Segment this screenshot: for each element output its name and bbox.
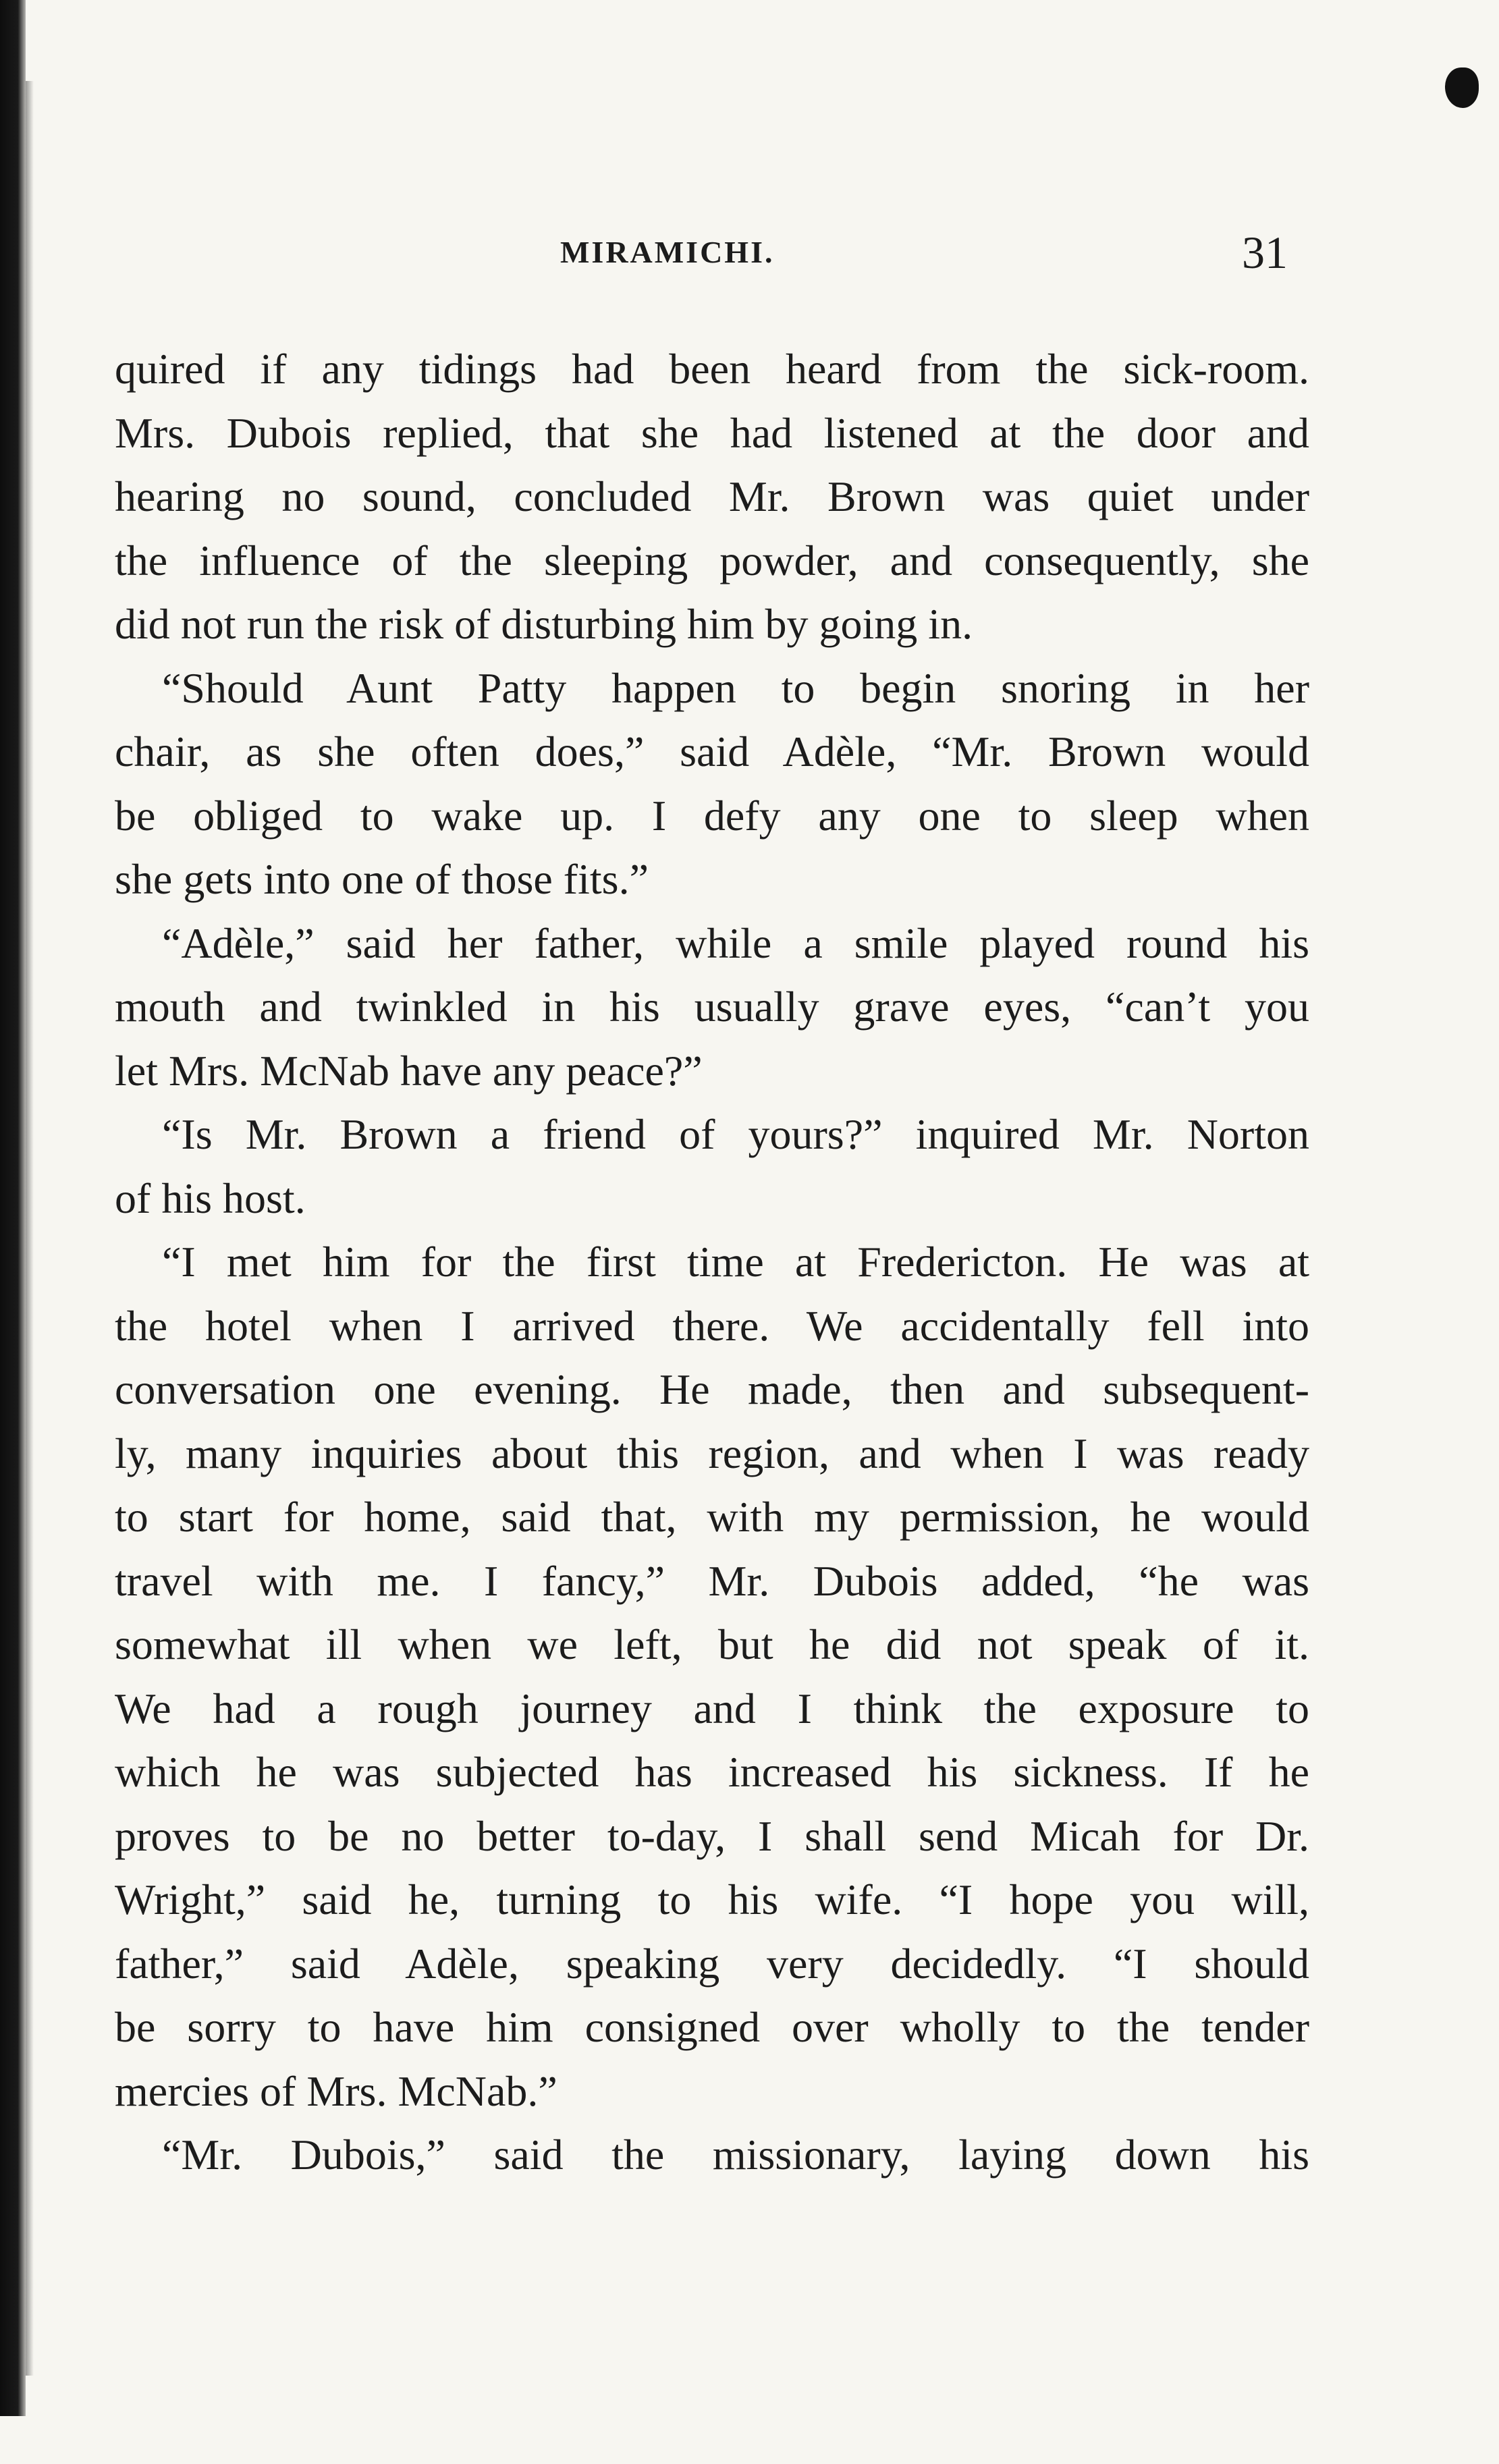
text-line: quired if any tidings had been heard from the sick-room. xyxy=(115,345,1309,393)
text-line: travel with me. I fancy,” Mr. Dubois added, “he was xyxy=(115,1556,1309,1605)
text-line: she gets into one of those fits.” xyxy=(115,855,649,903)
text-line: “Should Aunt Patty happen to begin snoring in her xyxy=(162,663,1309,712)
text-line: conversation one evening. He made, then and subsequent- xyxy=(115,1365,1309,1413)
text-line: be obliged to wake up. I defy any one to sleep when xyxy=(115,791,1309,840)
ink-blot xyxy=(1445,67,1479,108)
text-line: somewhat ill when we left, but he did not speak of it. xyxy=(115,1620,1309,1668)
text-line: We had a rough journey and I think the exposure to xyxy=(115,1684,1309,1732)
text-line: “Is Mr. Brown a friend of yours?” inquired Mr. Norton xyxy=(162,1110,1309,1158)
page-number: 31 xyxy=(1242,227,1288,278)
text-line: “I met him for the first time at Fredericton. He was at xyxy=(162,1238,1309,1286)
text-line: proves to be no better to-day, I shall send Micah for Dr. xyxy=(115,1811,1309,1860)
running-head: MIRAMICHI. xyxy=(560,235,775,269)
text-line: chair, as she often does,” said Adèle, “Mr. Brown would xyxy=(115,728,1309,775)
text-line: which he was subjected has increased his sickness. If he xyxy=(115,1748,1309,1796)
text-line: father,” said Adèle, speaking very decidedly. “I should xyxy=(115,1939,1309,1988)
text-line: mouth and twinkled in his usually grave eyes, “can’t you xyxy=(115,983,1309,1031)
text-line: let Mrs. McNab have any peace?” xyxy=(115,1046,703,1095)
text-line: to start for home, said that, with my permission, he would xyxy=(115,1493,1309,1541)
binding-shadow xyxy=(26,81,34,2376)
text-line: did not run the risk of disturbing him by going in. xyxy=(115,600,973,648)
text-line: “Mr. Dubois,” said the missionary, laying down his xyxy=(162,2131,1309,2179)
text-line: hearing no sound, concluded Mr. Brown was quiet under xyxy=(115,472,1309,520)
text-line: the hotel when I arrived there. We accidentally fell into xyxy=(115,1301,1309,1350)
text-line: “Adèle,” said her father, while a smile played round his xyxy=(162,919,1309,967)
binding-edge xyxy=(0,0,26,2416)
text-line: ly, many inquiries about this region, and when I was ready xyxy=(115,1429,1309,1477)
page-header xyxy=(0,226,1499,287)
body-text xyxy=(115,337,1309,2187)
text-line: mercies of Mrs. McNab.” xyxy=(115,2066,557,2115)
text-line: of his host. xyxy=(115,1174,306,1222)
text-line: be sorry to have him consigned over wholly to the tender xyxy=(115,2003,1309,2051)
text-line: Wright,” said he, turning to his wife. “I hope you will, xyxy=(115,1876,1309,1923)
text-line: Mrs. Dubois replied, that she had listened at the door and xyxy=(115,408,1309,457)
text-line: the influence of the sleeping powder, and consequently, she xyxy=(115,536,1309,584)
